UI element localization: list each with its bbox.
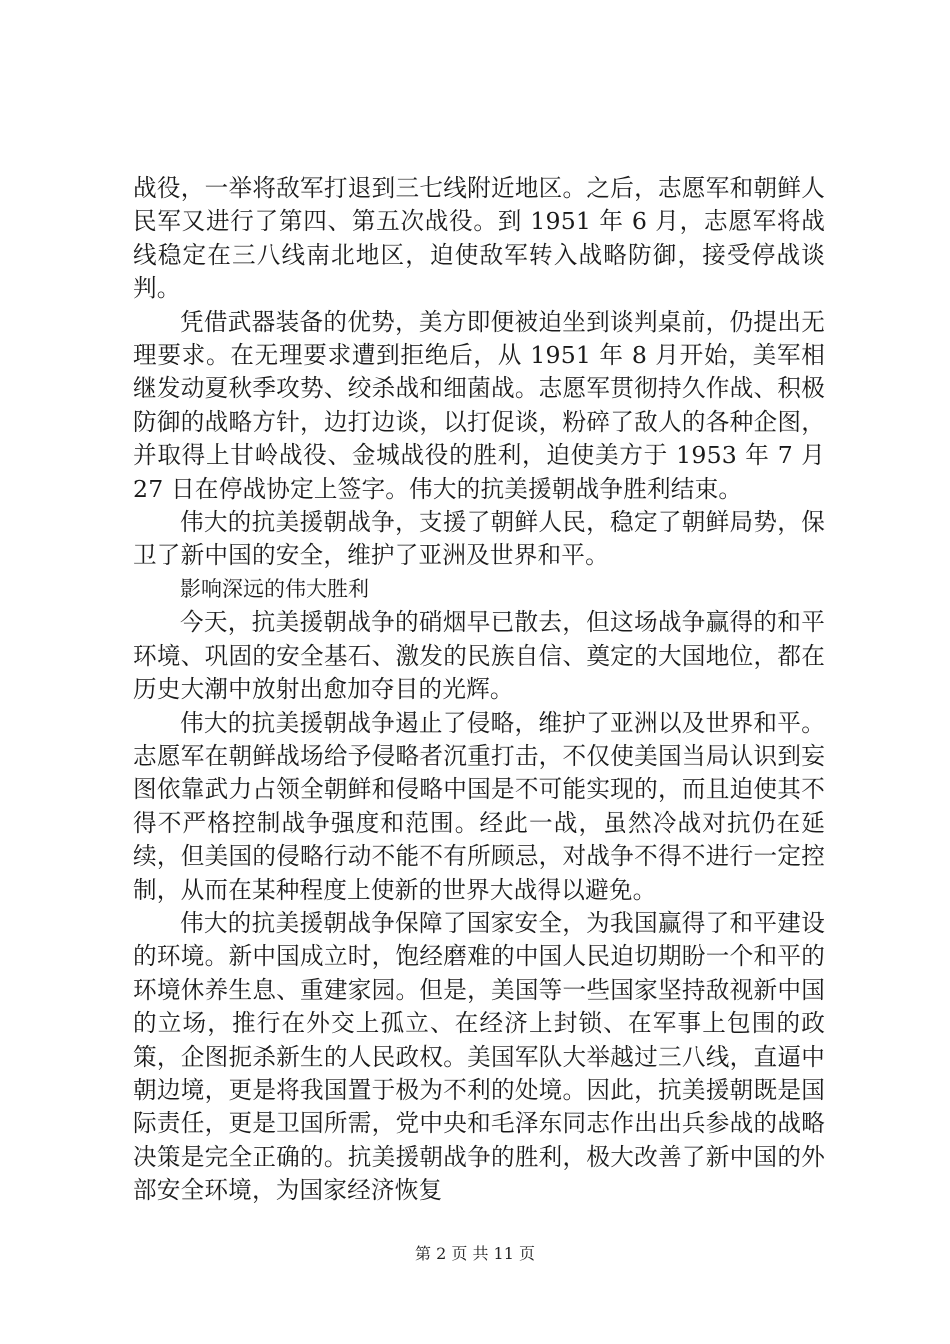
paragraph-today: 今天，抗美援朝战争的硝烟早已散去，但这场战争赢得的和平环境、巩固的安全基石、激发的民族自信、奠定的大国地位，都在历史大潮中放射出愈加夺目的光辉。 (133, 608, 825, 704)
paragraph-continuation: 战役，一举将敌军打退到三七线附近地区。之后，志愿军和朝鲜人民军又进行了第四、第五次战役。到 1951 年 6 月，志愿军将战线稳定在三八线南北地区，迫使敌军转入战略防御，接受停战谈判。 (133, 174, 825, 303)
paragraph-world-peace: 伟大的抗美援朝战争遏止了侵略，维护了亚洲以及世界和平。志愿军在朝鲜战场给予侵略者沉重打击，不仅使美国当局认识到妄图依靠武力占领全朝鲜和侵略中国是不可能实现的，而且迫使其不得不严格控制战争强度和范围。经此一战，虽然冷战对抗仍在延续，但美国的侵略行动不能不有所顾忌，对战争不得不进行一定控制，从而在某种程度上使新的世界大战得以避免。 (133, 708, 825, 904)
page-footer: 第 2 页 共 11 页 (415, 1244, 535, 1263)
paragraph-negotiation: 凭借武器装备的优势，美方即便被迫坐到谈判桌前，仍提出无理要求。在无理要求遭到拒绝后，从 1951 年 8 月开始，美军相继发动夏秋季攻势、绞杀战和细菌战。志愿军贯彻持久作战、积极防御的战略方针，边打边谈，以打促谈，粉碎了敌人的各种企图，并取得上甘岭战役、金城战役的胜利，迫使美方于 1953 年 7 月 27 日在停战协定上签字。伟大的抗美援朝战争胜利结束。 (133, 307, 825, 503)
paragraph-national-security: 伟大的抗美援朝战争保障了国家安全，为我国赢得了和平建设的环境。新中国成立时，饱经磨难的中国人民迫切期盼一个和平的环境休养生息、重建家园。但是，美国等一些国家坚持敌视新中国的立场，推行在外交上孤立、在经济上封锁、在军事上包围的政策，企图扼杀新生的人民政权。美国军队大举越过三八线，直逼中朝边境，更是将我国置于极为不利的处境。因此，抗美援朝既是国际责任，更是卫国所需，党中央和毛泽东同志作出出兵参战的战略决策是完全正确的。抗美援朝战争的胜利，极大改善了新中国的外部安全环境，为国家经济恢复 (133, 908, 825, 1205)
paragraph-significance: 伟大的抗美援朝战争，支援了朝鲜人民，稳定了朝鲜局势，保卫了新中国的安全，维护了亚洲及世界和平。 (133, 508, 825, 570)
section-heading: 影响深远的伟大胜利 (180, 576, 369, 601)
document-body (133, 172, 825, 1208)
